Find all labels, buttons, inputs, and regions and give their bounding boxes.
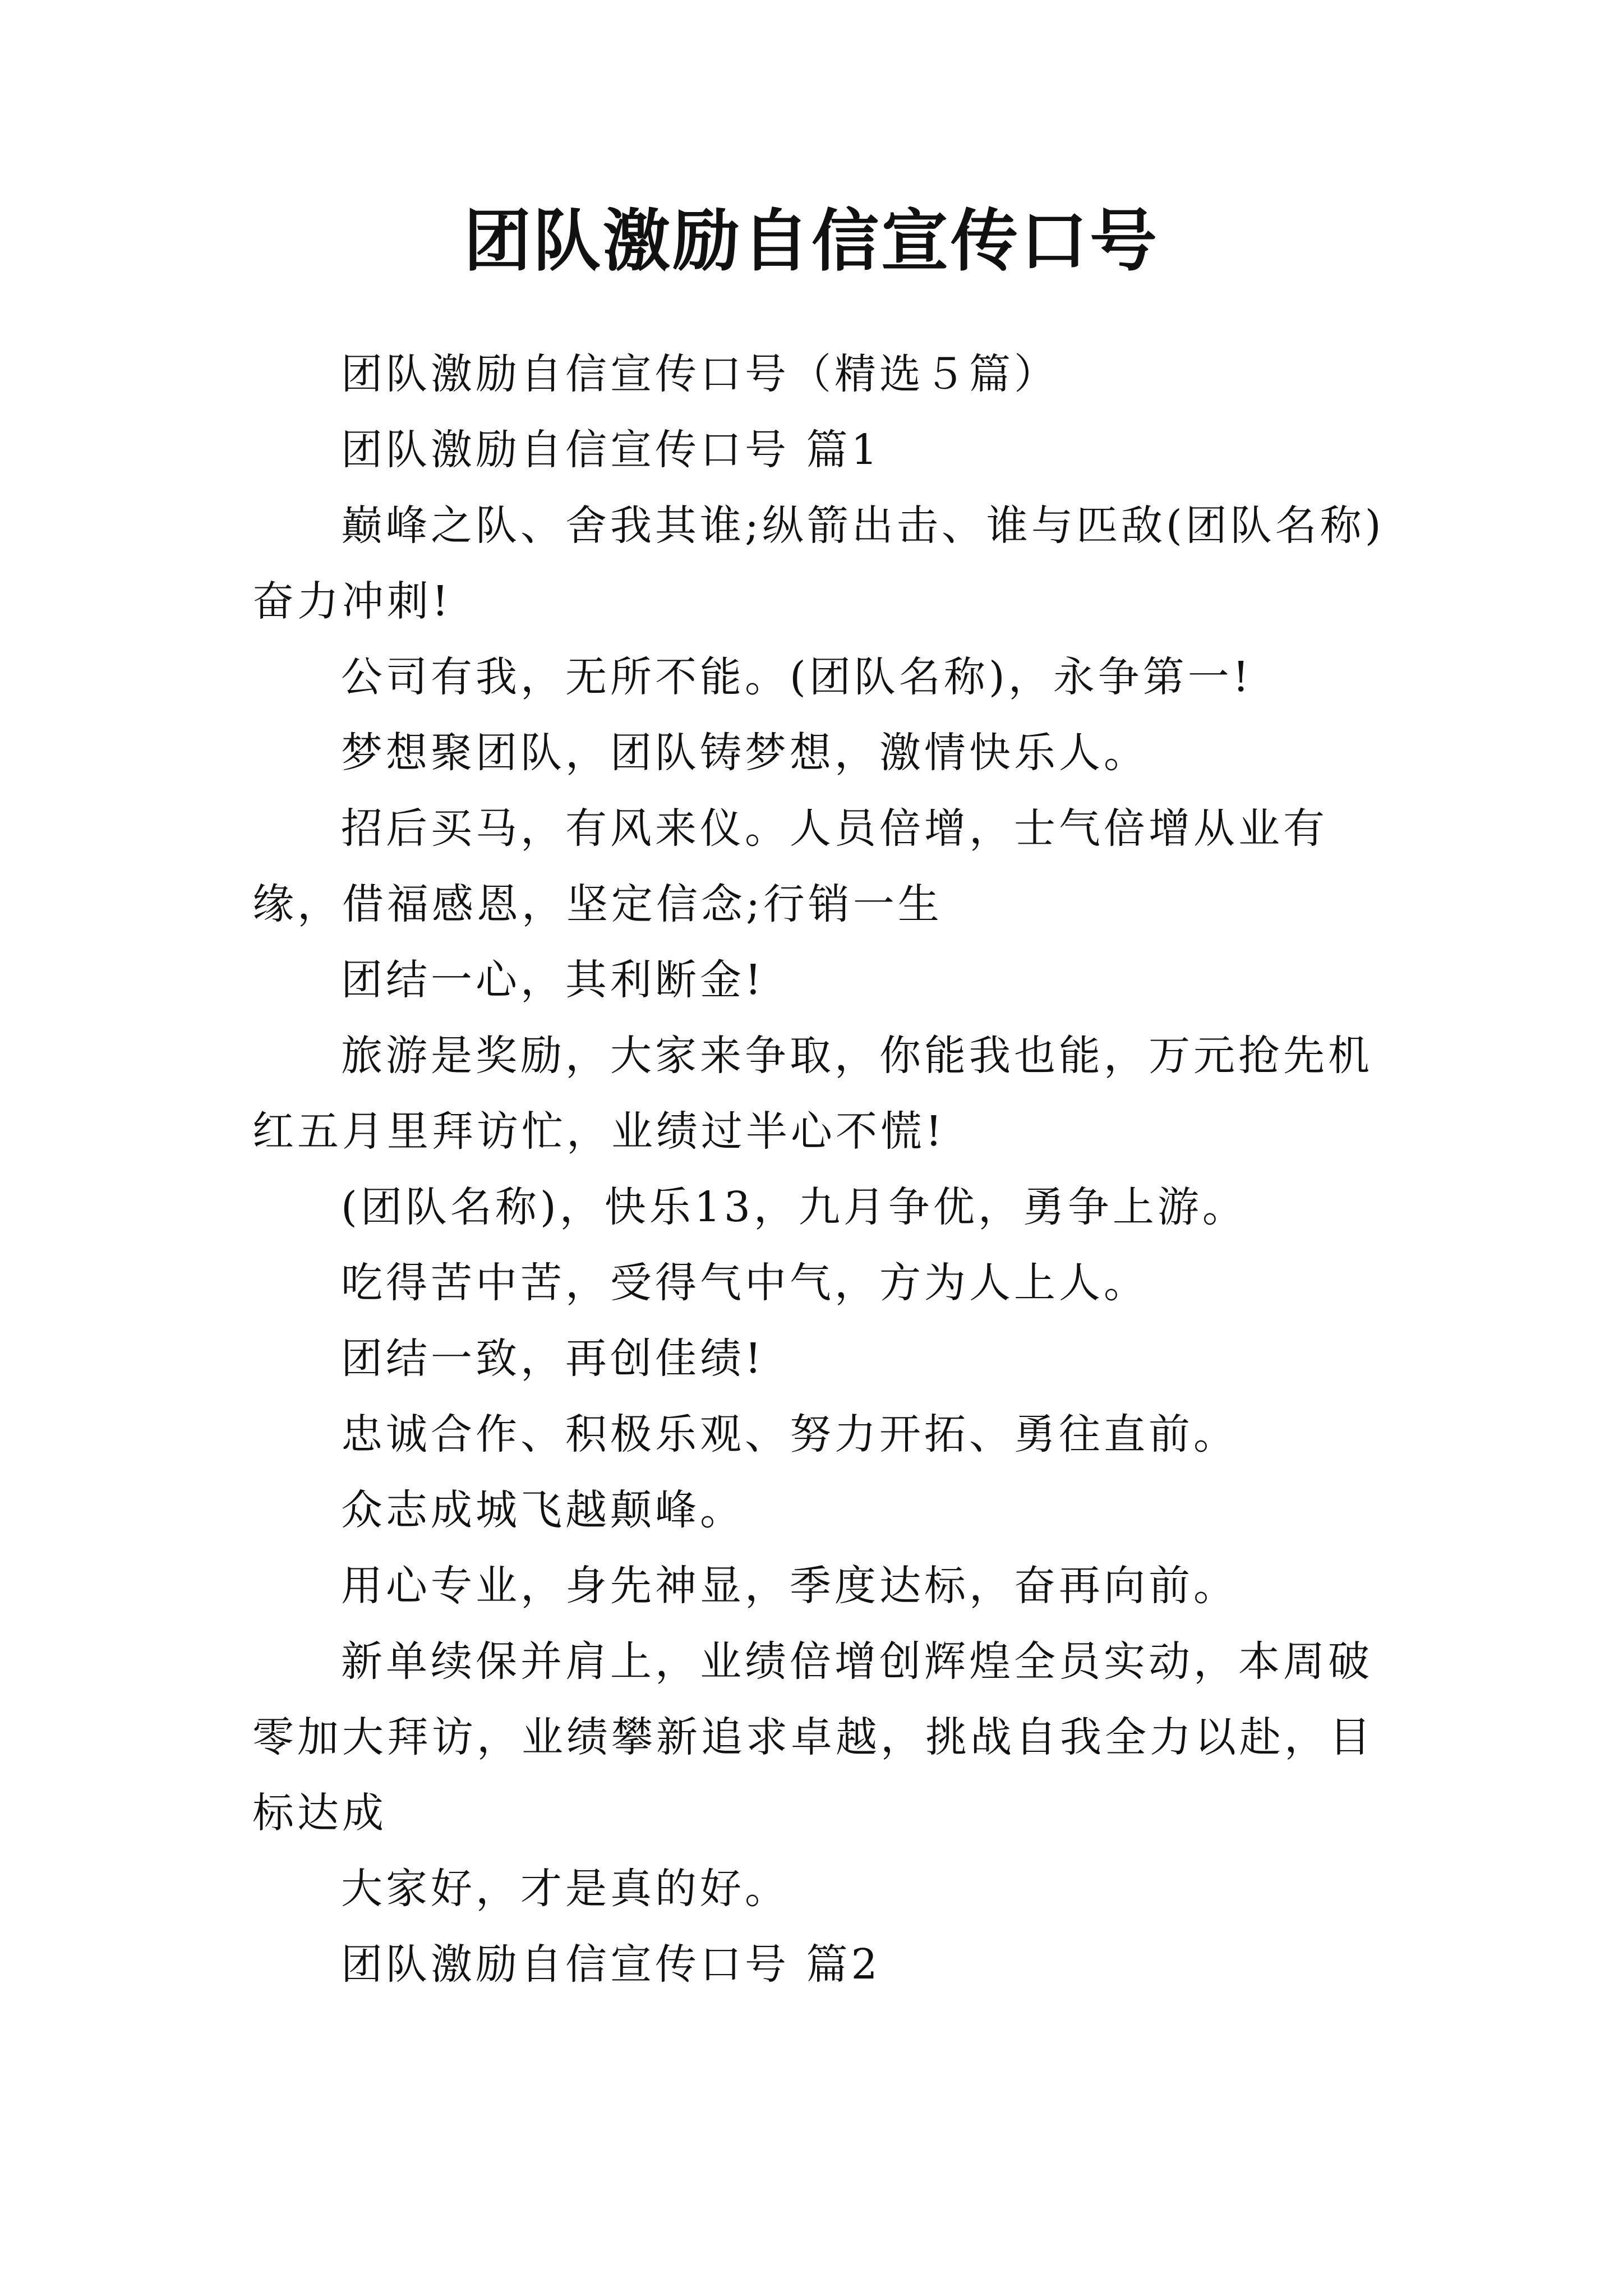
paragraph: 旅游是奖励，大家来争取，你能我也能，万元抢先机红五月里拜访忙，业绩过半心不慌! bbox=[252, 1032, 1373, 1156]
paragraph: (团队名称)，快乐13，九月争优，勇争上游。 bbox=[341, 1183, 1247, 1231]
paragraph: 招后买马，有风来仪。人员倍增，士气倍增从业有缘，借福感恩，坚定信念;行销一生 bbox=[252, 804, 1328, 928]
paragraph: 团队激励自信宣传口号 篇2 bbox=[341, 1940, 881, 1989]
paragraph: 用心专业，身先神显，季度达标，奋再向前。 bbox=[341, 1562, 1238, 1610]
paragraph: 大家好，才是真的好。 bbox=[341, 1865, 790, 1913]
paragraph: 团结一致，再创佳绩! bbox=[341, 1335, 765, 1383]
paragraph: 忠诚合作、积极乐观、努力开拓、勇往直前。 bbox=[341, 1410, 1238, 1458]
paragraph: 团队激励自信宣传口号（精选５篇） bbox=[341, 350, 1059, 398]
paragraph: 众志成城飞越颠峰。 bbox=[341, 1486, 745, 1534]
paragraph: 公司有我，无所不能。(团队名称)，永争第一! bbox=[341, 653, 1253, 701]
paragraph: 新单续保并肩上，业绩倍增创辉煌全员实动，本周破零加大拜访，业绩攀新追求卓越，挑战自我全力以赴，目标达成 bbox=[252, 1637, 1374, 1837]
document-title: 团队激励自信宣传口号 bbox=[464, 201, 1159, 280]
paragraph: 吃得苦中苦，受得气中气，方为人上人。 bbox=[341, 1259, 1149, 1307]
paragraph: 团队激励自信宣传口号 篇1 bbox=[341, 426, 881, 474]
paragraph: 梦想聚团队，团队铸梦想，激情快乐人。 bbox=[341, 729, 1149, 777]
paragraph: 团结一心，其利断金! bbox=[341, 956, 765, 1004]
document-body bbox=[252, 337, 1402, 2003]
paragraph: 巅峰之队、舍我其谁;纵箭出击、谁与匹敌(团队名称)奋力冲刺! bbox=[252, 501, 1385, 625]
